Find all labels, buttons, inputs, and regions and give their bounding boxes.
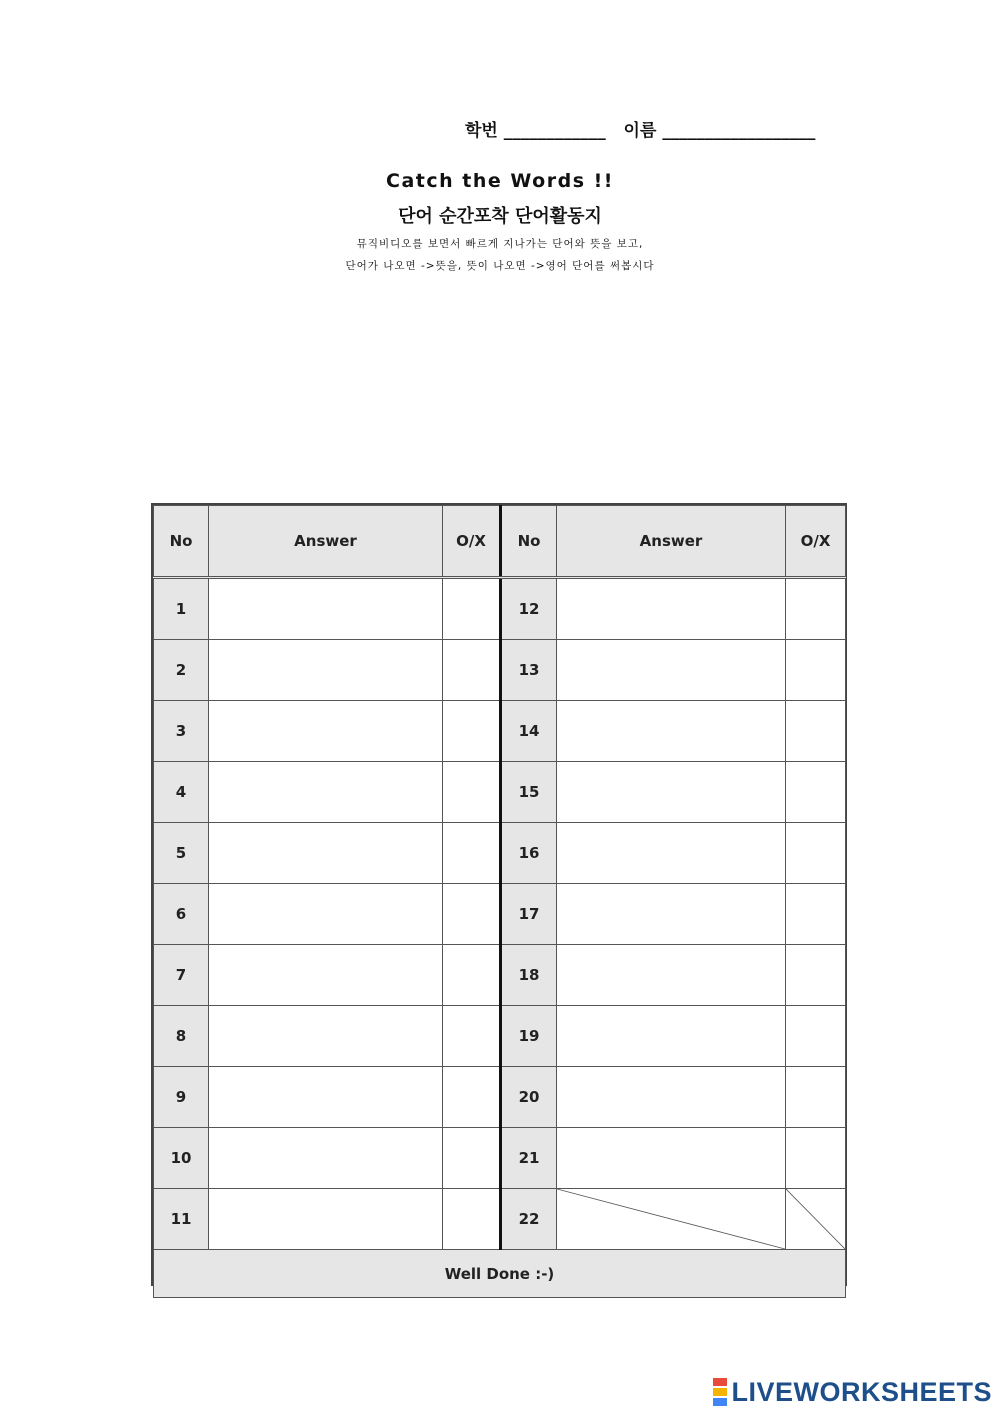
- answer-cell-left[interactable]: [209, 945, 443, 1006]
- answer-cell-right[interactable]: [557, 701, 786, 762]
- answer-cell-right[interactable]: [557, 945, 786, 1006]
- row-number-right: 22: [501, 1189, 557, 1250]
- row-number-right: 12: [501, 578, 557, 640]
- worksheet-subtitle: 단어 순간포착 단어활동지: [398, 206, 602, 227]
- row-number-right: 21: [501, 1128, 557, 1189]
- logo-block: [713, 1398, 727, 1406]
- ox-cell-right[interactable]: [786, 762, 846, 823]
- worksheet-title: Catch the Words !!: [386, 170, 614, 192]
- answer-cell-right[interactable]: [557, 578, 786, 640]
- header-answer-left: Answer: [209, 506, 443, 578]
- name-label: 이름: [623, 121, 657, 141]
- ox-cell-left[interactable]: [443, 945, 501, 1006]
- answer-cell-left[interactable]: [209, 701, 443, 762]
- table-row: [154, 1006, 846, 1067]
- liveworksheets-logo-icon: [713, 1377, 727, 1407]
- answer-cell-right[interactable]: [557, 640, 786, 701]
- answer-cell-left[interactable]: [209, 884, 443, 945]
- strike-line: [557, 1189, 785, 1249]
- row-number-left: 11: [154, 1189, 209, 1250]
- strike-line: [786, 1189, 845, 1249]
- answer-cell-right[interactable]: [557, 1006, 786, 1067]
- name-blank[interactable]: __________________: [662, 121, 816, 141]
- row-number-right: 18: [501, 945, 557, 1006]
- ox-cell-left[interactable]: [443, 640, 501, 701]
- diagonal-line: [557, 1189, 785, 1249]
- header-ox-left: O/X: [443, 506, 501, 578]
- header-no-right: No: [501, 506, 557, 578]
- instruction-line-1: 뮤직비디오를 보면서 빠르게 지나가는 단어와 뜻을 보고,: [356, 238, 644, 250]
- ox-cell-right[interactable]: [786, 578, 846, 640]
- row-number-right: 20: [501, 1067, 557, 1128]
- ox-cell-right[interactable]: [786, 640, 846, 701]
- table-row: [154, 1128, 846, 1189]
- row-number-right: 17: [501, 884, 557, 945]
- ox-cell-left[interactable]: [443, 1128, 501, 1189]
- header-answer-right: Answer: [557, 506, 786, 578]
- ox-cell-left[interactable]: [443, 1189, 501, 1250]
- ox-cell-right[interactable]: [786, 1128, 846, 1189]
- ox-cell-right[interactable]: [786, 1006, 846, 1067]
- table-row: [154, 823, 846, 884]
- row-number-left: 4: [154, 762, 209, 823]
- row-number-right: 13: [501, 640, 557, 701]
- ox-cell-right[interactable]: [786, 884, 846, 945]
- ox-cell-left[interactable]: [443, 762, 501, 823]
- row-number-left: 1: [154, 578, 209, 640]
- instruction-line-2: 단어가 나오면 ->뜻을, 뜻이 나오면 ->영어 단어를 써봅시다: [345, 260, 655, 272]
- row-number-right: 16: [501, 823, 557, 884]
- table-row: [154, 762, 846, 823]
- answer-grid: [153, 505, 846, 1298]
- answer-cell-left[interactable]: [209, 578, 443, 640]
- ox-cell-right[interactable]: [786, 945, 846, 1006]
- answer-cell-right[interactable]: [557, 823, 786, 884]
- answer-cell-right[interactable]: [557, 762, 786, 823]
- liveworksheets-brand: [713, 1376, 992, 1408]
- diagonal-line: [786, 1189, 845, 1249]
- row-number-right: 15: [501, 762, 557, 823]
- table-row: [154, 1189, 846, 1250]
- ox-cell-left[interactable]: [443, 1067, 501, 1128]
- ox-cell-left[interactable]: [443, 701, 501, 762]
- row-number-left: 2: [154, 640, 209, 701]
- header-ox-right: O/X: [786, 506, 846, 578]
- table-footer: Well Done :-): [154, 1250, 846, 1298]
- row-number-left: 6: [154, 884, 209, 945]
- answer-cell-right[interactable]: [557, 1067, 786, 1128]
- answer-cell-left[interactable]: [209, 1128, 443, 1189]
- student-info-line: [465, 116, 865, 144]
- row-number-left: 7: [154, 945, 209, 1006]
- table-row: [154, 578, 846, 640]
- header-no-left: No: [154, 506, 209, 578]
- answer-cell-left[interactable]: [209, 762, 443, 823]
- row-number-left: 5: [154, 823, 209, 884]
- answer-cell-right[interactable]: [557, 884, 786, 945]
- ox-cell-right[interactable]: [786, 823, 846, 884]
- ox-cell-left[interactable]: [443, 578, 501, 640]
- logo-block: [713, 1388, 727, 1396]
- answer-cell-left[interactable]: [209, 1189, 443, 1250]
- row-number-left: 9: [154, 1067, 209, 1128]
- row-number-left: 3: [154, 701, 209, 762]
- ox-cell-right[interactable]: [786, 701, 846, 762]
- answer-cell-left[interactable]: [209, 1006, 443, 1067]
- table-row: [154, 945, 846, 1006]
- answer-cell-left[interactable]: [209, 1067, 443, 1128]
- row-number-right: 14: [501, 701, 557, 762]
- ox-cell-left[interactable]: [443, 1006, 501, 1067]
- answer-cell-right-crossed: [557, 1189, 786, 1250]
- table-row: [154, 1067, 846, 1128]
- ox-cell-right-crossed: [786, 1189, 846, 1250]
- table-row: [154, 884, 846, 945]
- student-id-blank[interactable]: ____________: [503, 121, 606, 141]
- answer-cell-left[interactable]: [209, 640, 443, 701]
- ox-cell-left[interactable]: [443, 884, 501, 945]
- logo-block: [713, 1378, 727, 1386]
- answer-cell-right[interactable]: [557, 1128, 786, 1189]
- table-row: [154, 640, 846, 701]
- row-number-left: 10: [154, 1128, 209, 1189]
- brand-text: LIVEWORKSHEETS: [731, 1376, 992, 1407]
- table-body: [154, 578, 846, 1250]
- answer-table: [151, 503, 847, 1286]
- row-number-right: 19: [501, 1006, 557, 1067]
- table-row: [154, 701, 846, 762]
- ox-cell-left[interactable]: [443, 823, 501, 884]
- answer-cell-left[interactable]: [209, 823, 443, 884]
- row-number-left: 8: [154, 1006, 209, 1067]
- student-id-label: 학번: [465, 121, 498, 141]
- ox-cell-right[interactable]: [786, 1067, 846, 1128]
